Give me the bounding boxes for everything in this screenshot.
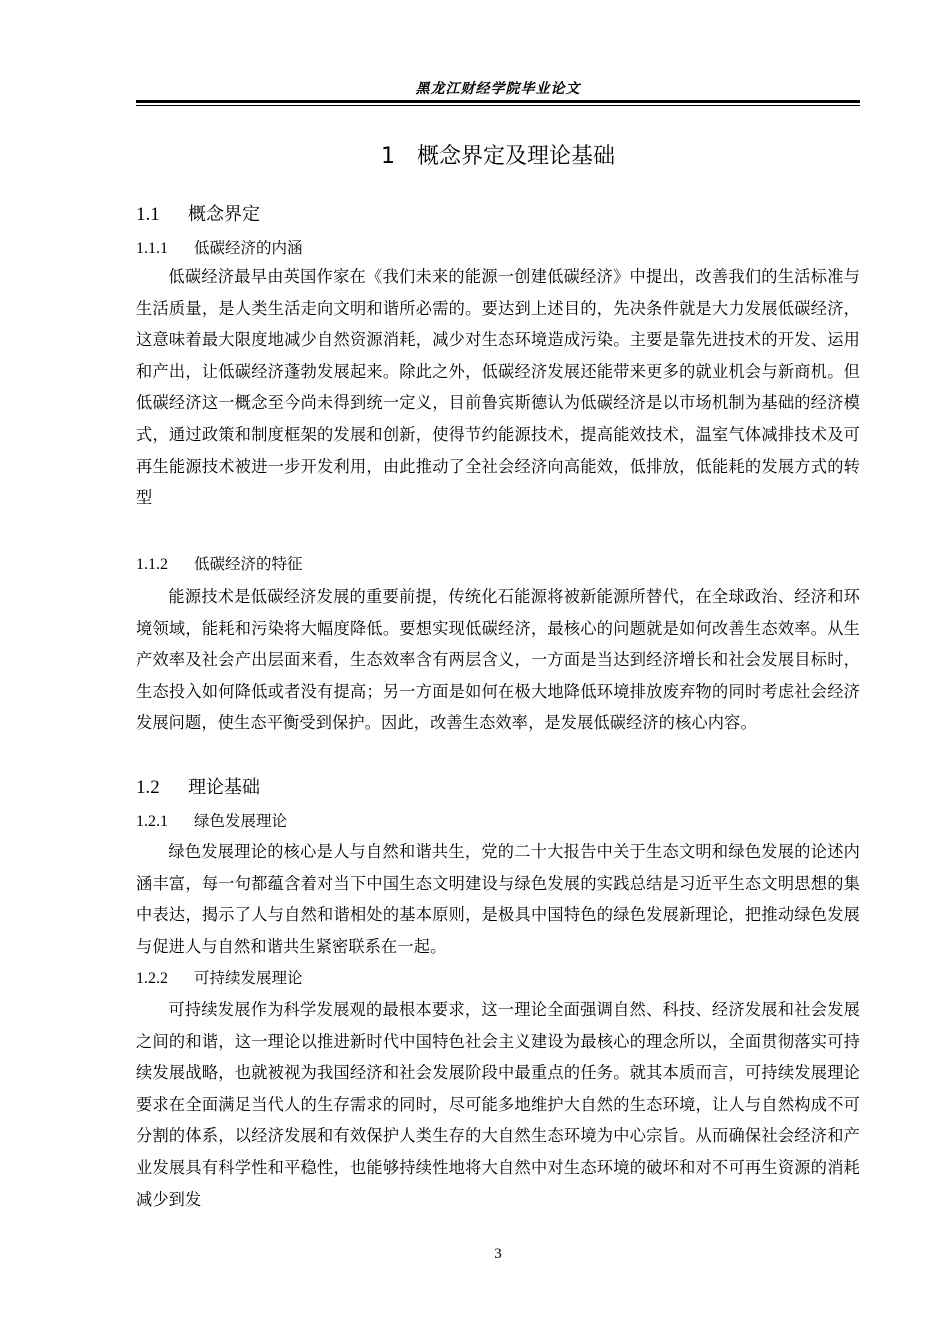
section-number: 1.1 (136, 204, 160, 225)
subsection-heading-1-1-2 (136, 552, 860, 577)
subsection-title: 低碳经济的特征 (194, 555, 303, 573)
subsection-heading-1-2-2 (136, 966, 860, 991)
subsection-number: 1.1.2 (136, 556, 168, 573)
section-heading-1-2 (136, 775, 860, 801)
subsection-heading-1-1-1 (136, 236, 860, 261)
section-title: 概念界定 (188, 204, 260, 225)
section-title: 理论基础 (188, 777, 260, 798)
subsection-number: 1.1.1 (136, 240, 168, 257)
subsection-number: 1.2.2 (136, 970, 168, 987)
subsection-number: 1.2.1 (136, 813, 168, 830)
chapter-title (136, 142, 860, 172)
subsection-heading-1-2-1 (136, 809, 860, 834)
paragraph-1-1-1: 低碳经济最早由英国作家在《我们未来的能源一创建低碳经济》中提出，改善我们的生活标准与生活质量，是人类生活走向文明和谐所必需的。要达到上述目的，先决条件就是大力发展低碳经济，这意味着最大限度地减少自然资源消耗，减少对生态环境造成污染。主要是靠先进技术的开发、运用和产出，让低碳经济蓬勃发展起来。除此之外，低碳经济发展还能带来更多的就业机会与新商机。但低碳经济这一概念至今尚未得到统一定义，目前鲁宾斯德认为低碳经济是以市场机制为基础的经济模式，通过政策和制度框架的发展和创新，使得节约能源技术，提高能效技术，温室气体减排技术及可再生能源技术被进一步开发利用，由此推动了全社会经济向高能效，低排放，低能耗的发展方式的转型 (136, 267, 860, 508)
page-number: 3 (494, 1246, 502, 1262)
paragraph-1-2-2: 可持续发展作为科学发展观的最根本要求，这一理论全面强调自然、科技、经济发展和社会发展之间的和谐，这一理论以推进新时代中国特色社会主义建设为最核心的理念所以，全面贯彻落实可持续发展战略，也就被视为我国经济和社会发展阶段中最重点的任务。就其本质而言，可持续发展理论要求在全面满足当代人的生存需求的同时，尽可能多地维护大自然的生态环境，让人与自然构成不可分割的体系，以经济发展和有效保护人类生存的大自然生态环境为中心宗旨。从而确保社会经济和产业发展具有科学性和平稳性，也能够持续性地将大自然中对生态环境的破坏和对不可再生资源的消耗减少到发 (136, 1000, 860, 1209)
header-rule-thick (136, 100, 860, 103)
paragraph-1-1-2: 能源技术是低碳经济发展的重要前提，传统化石能源将被新能源所替代，在全球政治、经济和环境领域，能耗和污染将大幅度降低。要想实现低碳经济，最核心的问题就是如何改善生态效率。从生产效率及社会产出层面来看，生态效率含有两层含义，一方面是当达到经济增长和社会发展目标时，生态投入如何降低或者没有提高；另一方面是如何在极大地降低环境排放废弃物的同时考虑社会经济发展问题，使生态平衡受到保护。因此，改善生态效率，是发展低碳经济的核心内容。 (136, 587, 860, 733)
chapter-title-text: 概念界定及理论基础 (416, 144, 615, 169)
subsection-title: 可持续发展理论 (194, 969, 303, 987)
running-header: 黑龙江财经学院毕业论文 (415, 81, 581, 97)
chapter-number: 1 (380, 144, 395, 169)
subsection-title: 低碳经济的内涵 (194, 239, 303, 257)
paragraph-1-2-1: 绿色发展理论的核心是人与自然和谐共生，党的二十大报告中关于生态文明和绿色发展的论述内涵丰富，每一句都蕴含着对当下中国生态文明建设与绿色发展的实践总结是习近平生态文明思想的集中表达，揭示了人与自然和谐相处的基本原则，是极具中国特色的绿色发展新理论，把推动绿色发展与促进人与自然和谐共生紧密联系在一起。 (136, 842, 860, 956)
subsection-title: 绿色发展理论 (194, 812, 288, 830)
header-rule-thin (136, 105, 860, 106)
section-number: 1.2 (136, 777, 160, 798)
section-heading-1-1 (136, 202, 860, 228)
